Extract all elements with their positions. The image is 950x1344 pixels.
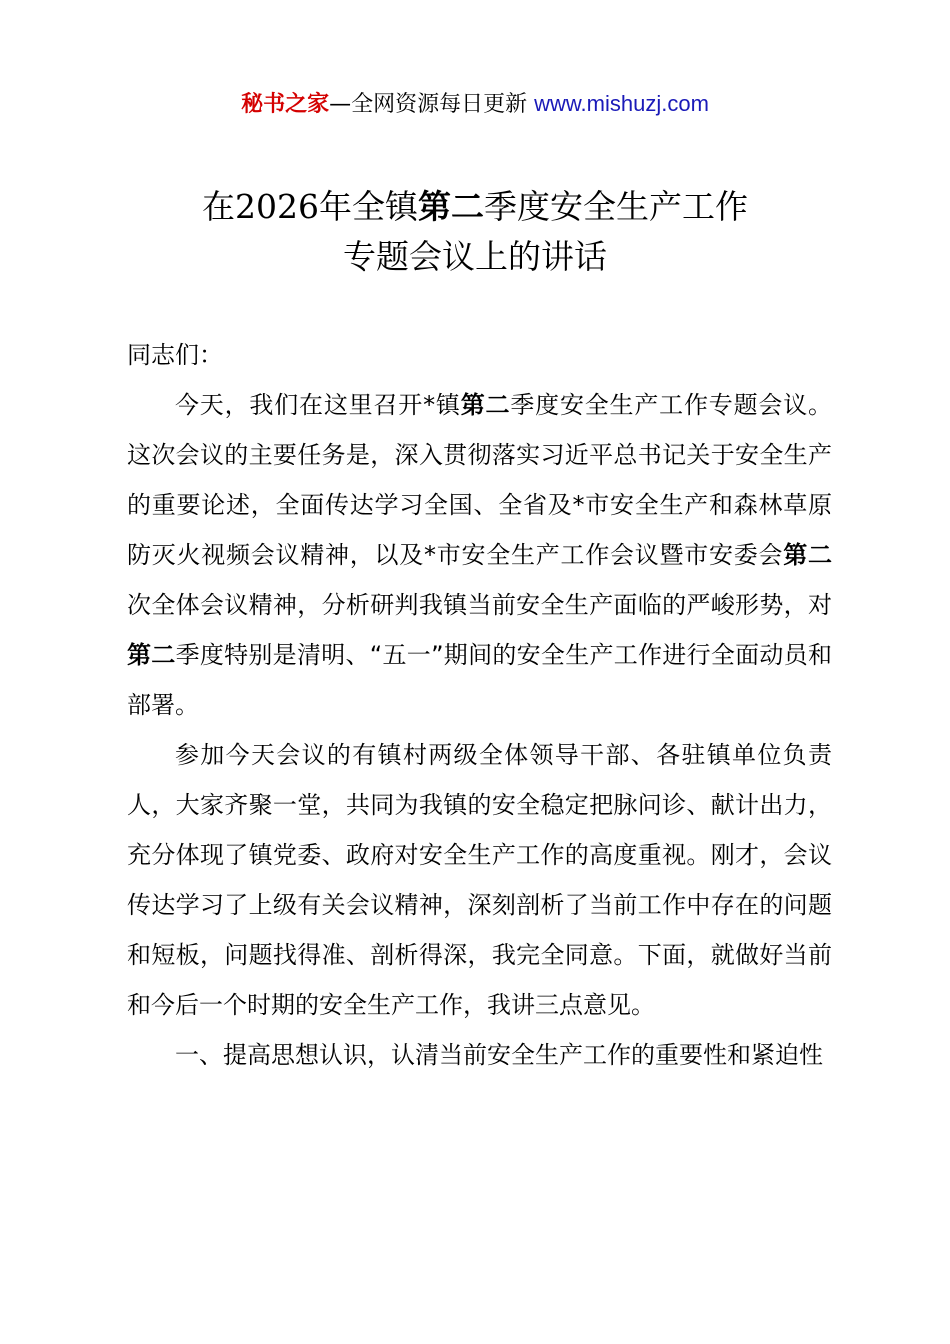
title-line-1-start: 在2026年全镇	[202, 187, 418, 226]
title-line-1-bold: 第二	[417, 187, 484, 226]
paragraph-1-bold-b: 第二	[783, 541, 832, 569]
paragraph-1-text-d: 季度特别是清明、“五一”期间的安全生产工作进行全面动员和部署。	[127, 641, 832, 719]
paragraph-1-bold-a: 第二	[460, 391, 511, 419]
paragraph-1-bold-c: 第二	[127, 641, 176, 669]
paragraph-1	[127, 380, 832, 730]
salutation: 同志们：	[127, 341, 223, 369]
document-title	[0, 182, 950, 282]
title-line-1	[0, 182, 950, 232]
title-line-2: 专题会议上的讲话	[343, 237, 607, 276]
title-line-1-end: 季度安全生产工作	[483, 187, 748, 226]
paragraph-1-text-a: 今天，我们在这里召开*镇	[175, 391, 461, 419]
site-brand: 秘书之家	[241, 92, 330, 117]
section-heading-1: 一、提高思想认识，认清当前安全生产工作的重要性和紧迫性	[175, 1041, 823, 1069]
site-tagline: —全网资源每日更新	[329, 92, 535, 117]
paragraph-1-text-c: 次全体会议精神，分析研判我镇当前安全生产面临的严峻形势，对	[127, 591, 832, 619]
site-url-link[interactable]: www.mishuzj.com	[534, 91, 709, 116]
document-body	[127, 330, 832, 1080]
paragraph-2: 参加今天会议的有镇村两级全体领导干部、各驻镇单位负责人，大家齐聚一堂，共同为我镇的安全稳定把脉问诊、献计出力，充分体现了镇党委、政府对安全生产工作的高度重视。刚才，会议传达学习了上级有关会议精神，深刻剖析了当前工作中存在的问题和短板，问题找得准、剖析得深，我完全同意。下面，就做好当前和今后一个时期的安全生产工作，我讲三点意见。	[127, 741, 832, 1019]
site-banner	[0, 88, 950, 121]
paragraph-1-text-b: 季度安全生产工作专题会议。这次会议的主要任务是，深入贯彻落实习近平总书记关于安全生产的重要论述，全面传达学习全国、全省及*市安全生产和森林草原防灭火视频会议精神，以及*市安全生产工作会议暨市安委会	[127, 391, 833, 569]
